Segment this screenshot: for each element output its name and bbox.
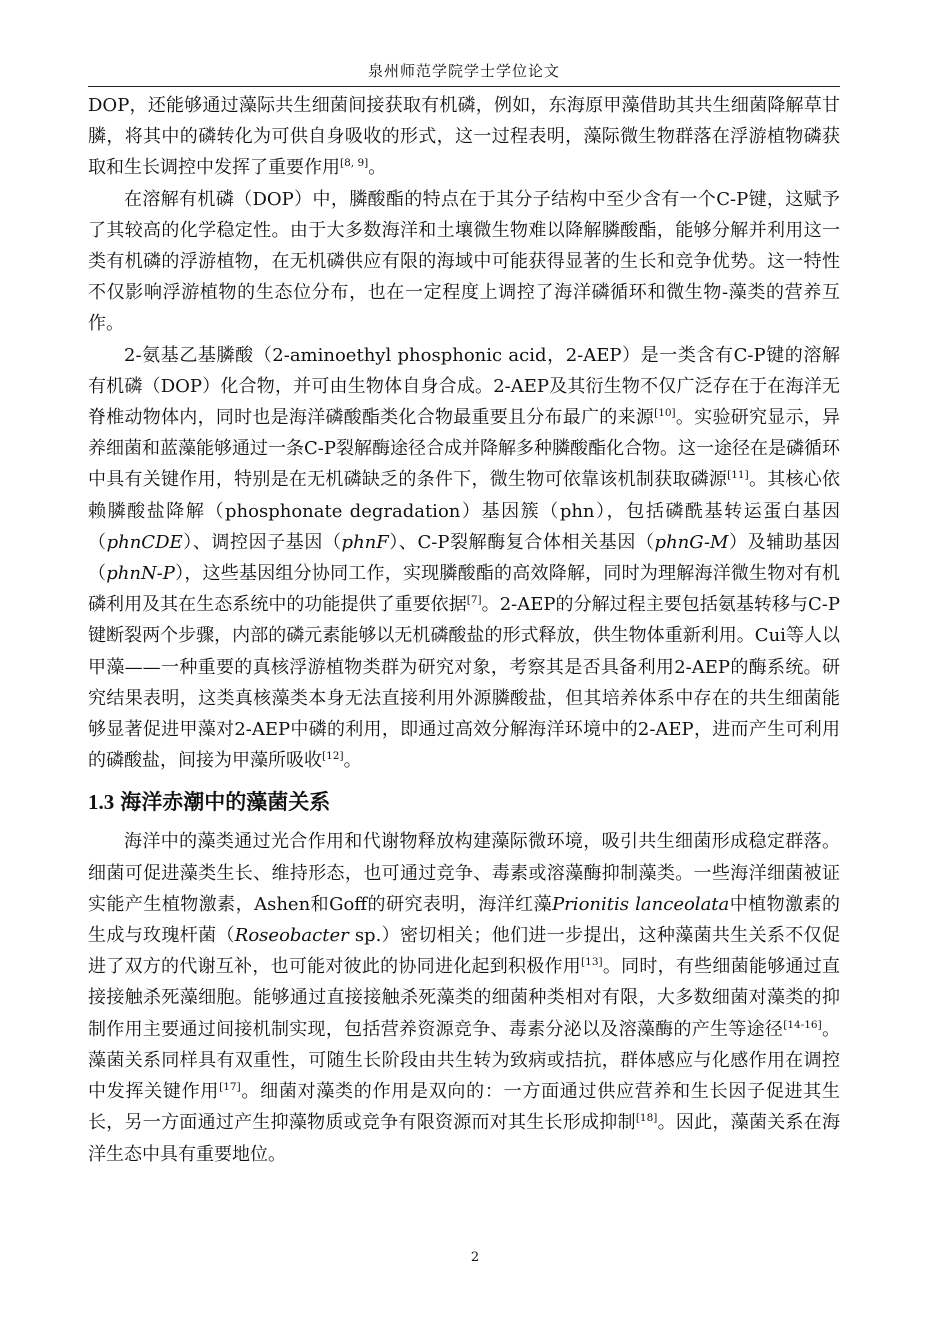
text-run: 。其核心依赖膦酸盐降解（phosphonate degradation）基因簇（phn），包括磷酰基转运蛋白基因（ xyxy=(88,469,841,553)
paragraph xyxy=(88,826,840,1169)
section-title: 海洋赤潮中的藻菌关系 xyxy=(120,790,331,815)
italic-term: Roseobacter xyxy=(234,925,349,947)
text-run: 。因此，藻菌关系在海洋生态中具有重要地位。 xyxy=(88,1112,840,1165)
text-run: 。同时，有些细菌能够通过直接接触杀死藻细胞。能够通过直接接触杀死藻类的细菌种类相对有限，大多数细菌对藻类的抑制作用主要通过间接机制实现，包括营养资源竞争、毒素分泌以及溶藻酶的产生等途径 xyxy=(88,956,841,1040)
text-run: 。2-AEP的分解过程主要包括氨基转移与C-P键断裂两个步骤，内部的磷元素能够以无机磷酸盐的形式释放，供生物体重新利用。Cui等人以甲藻——一种重要的真核浮游植物类群为研究对象，考察其是否具备利用2-AEP的酶系统。研究结果表明，这类真核藻类本身无法直接利用外源膦酸盐，但其培养体系中存在的共生细菌能够显著促进甲藻对2-AEP中磷的利用，即通过高效分解海洋环境中的2-AEP，进而产生可利用的磷酸盐，间接为甲藻所吸收 xyxy=(88,594,841,772)
text-run: 在溶解有机磷（DOP）中，膦酸酯的特点在于其分子结构中至少含有一个C-P键，这赋予了其较高的化学稳定性。由于大多数海洋和土壤微生物难以降解膦酸酯，能够分解并利用这一类有机磷的浮游植物，在无机磷供应有限的海域中可能获得显著的生长和竞争优势。这一特性不仅影响浮游植物的生态位分布，也在一定程度上调控了海洋磷循环和微生物-藻类的营养互作。 xyxy=(88,188,840,335)
text-run: 。 xyxy=(343,750,362,772)
page-number: 2 xyxy=(470,1250,480,1265)
text-run: 海洋中的藻类通过光合作用和代谢物释放构建藻际微环境，吸引共生细菌形成稳定群落。细菌可促进藻类生长、维持形态，也可通过竞争、毒素或溶藻酶抑制藻类。一些海洋细菌被证实能产生植物激素，Ashen和Goff的研究表明，海洋红藻 xyxy=(88,831,840,915)
citation: [8, 9] xyxy=(340,157,369,170)
citation: [13] xyxy=(581,956,603,969)
italic-term: phnF xyxy=(341,531,389,553)
text-run: ）、调控因子基因（ xyxy=(182,531,342,553)
citation: [12] xyxy=(322,750,344,763)
italic-term: phnN-P xyxy=(106,563,175,585)
header-rule xyxy=(88,86,840,87)
text-run: 。 xyxy=(368,157,387,179)
italic-term: Prionitis lanceolata xyxy=(552,893,730,915)
text-run: ）及辅助基因（ xyxy=(88,531,841,585)
citation: [7] xyxy=(466,594,482,607)
body-paragraphs xyxy=(88,90,840,776)
text-run: sp.）密切相关；他们进一步提出，这种藻菌共生关系不仅促进了双方的代谢互补，也可能对彼此的协同进化起到积极作用 xyxy=(88,925,841,978)
section-paragraphs xyxy=(88,826,840,1169)
section-heading xyxy=(88,784,840,820)
citation: [18] xyxy=(635,1112,658,1125)
text-run: 中植物激素的生成与玫瑰杆菌（ xyxy=(88,893,840,947)
section-number: 1.3 xyxy=(88,790,115,815)
paragraph xyxy=(88,90,840,184)
page-body xyxy=(88,90,840,1170)
text-run: ），这些基因组分协同工作，实现膦酸酯的高效降解，同时为理解海洋微生物对有机磷利用及其在生态系统中的功能提供了重要依据 xyxy=(88,563,841,616)
paragraph xyxy=(88,184,840,340)
citation: [11] xyxy=(727,469,749,482)
text-run: DOP，还能够通过藻际共生细菌间接获取有机磷，例如，东海原甲藻借助其共生细菌降解草甘膦，将其中的磷转化为可供自身吸收的形式，这一过程表明，藻际微生物群落在浮游植物磷获取和生长调控中发挥了重要作用 xyxy=(88,95,840,179)
text-run: ）、C-P裂解酶复合体相关基因（ xyxy=(388,531,655,553)
citation: [10] xyxy=(654,407,676,420)
text-run: 。实验研究显示，异养细菌和蓝藻能够通过一条C-P裂解酶途径合成并降解多种膦酸酯化合物。这一途径在是磷循环中具有关键作用，特别是在无机磷缺乏的条件下，微生物可依靠该机制获取磷源 xyxy=(88,407,841,491)
citation: [17] xyxy=(219,1081,241,1094)
text-run: 。细菌对藻类的作用是双向的：一方面通过供应营养和生长因子促进其生长，另一方面通过产生抑藻物质或竞争有限资源而对其生长形成抑制 xyxy=(88,1081,841,1134)
text-run: 2-氨基乙基膦酸（2-aminoethyl phosphonic acid，2-AEP）是一类含有C-P键的溶解有机磷（DOP）化合物，并可由生物体自身合成。2-AEP及其衍生物不仅广泛存在于在海洋无脊椎动物体内，同时也是海洋磷酸酯类化合物最重要且分布最广的来源 xyxy=(88,344,840,429)
paragraph xyxy=(88,340,840,777)
italic-term: phnCDE xyxy=(106,531,183,553)
text-run: 。藻菌关系同样具有双重性，可随生长阶段由共生转为致病或拮抗，群体感应与化感作用在调控中发挥关键作用 xyxy=(88,1018,840,1103)
page-header: 泉州师范学院学士学位论文 xyxy=(367,62,560,80)
italic-term: phnG-M xyxy=(654,531,729,553)
citation: [14-16] xyxy=(783,1018,822,1031)
